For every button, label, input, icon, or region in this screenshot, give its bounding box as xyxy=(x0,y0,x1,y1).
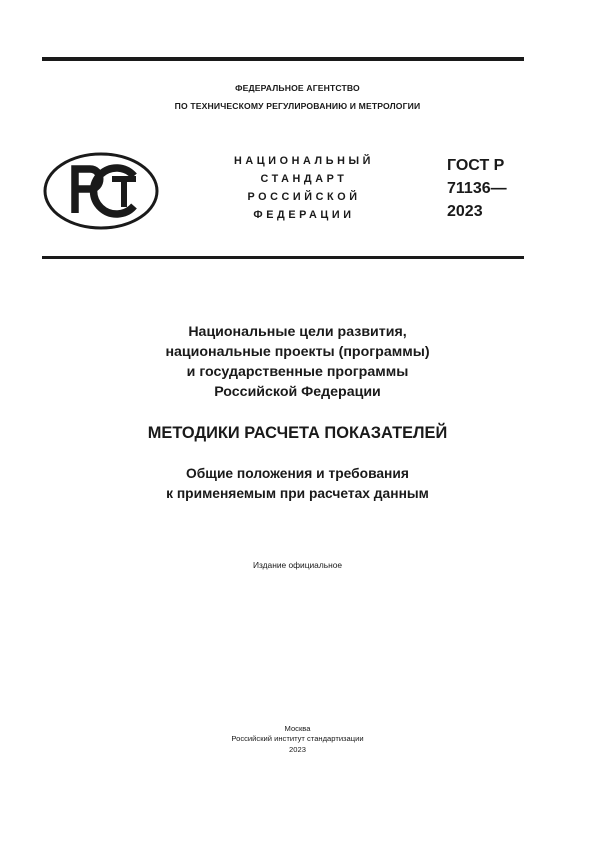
document-heading: МЕТОДИКИ РАСЧЕТА ПОКАЗАТЕЛЕЙ xyxy=(147,424,448,442)
standard-label-line-2: СТАНДАРТ xyxy=(260,173,348,185)
designation-line-3: 2023 xyxy=(447,203,483,220)
footer-publisher: Российский институт стандартизации xyxy=(231,734,364,743)
footer-year: 2023 xyxy=(289,745,306,754)
middle-rule xyxy=(42,256,524,259)
standard-label-line-1: НАЦИОНАЛЬНЫЙ xyxy=(233,155,375,167)
footer-city: Москва xyxy=(284,724,311,733)
title-line-4: Российской Федерации xyxy=(214,384,381,400)
title-line-2: национальные проекты (программы) xyxy=(165,344,430,360)
standard-label-line-3: РОССИЙСКОЙ xyxy=(247,191,361,203)
subtitle-line-1: Общие положения и требования xyxy=(186,466,409,481)
rst-gost-logo-icon xyxy=(42,151,160,231)
title-line-1: Национальные цели развития, xyxy=(188,324,407,340)
designation-line-1: ГОСТ Р xyxy=(447,157,505,174)
title-line-3: и государственные программы xyxy=(186,364,409,380)
agency-name-line-1: ФЕДЕРАЛЬНОЕ АГЕНТСТВО xyxy=(235,83,360,93)
subtitle-line-2: к применяемым при расчетах данным xyxy=(166,486,429,501)
top-rule xyxy=(42,57,524,61)
designation-line-2: 71136— xyxy=(447,180,507,197)
standard-label-line-4: ФЕДЕРАЦИИ xyxy=(253,209,355,221)
agency-name-line-2: ПО ТЕХНИЧЕСКОМУ РЕГУЛИРОВАНИЮ И МЕТРОЛОГИИ xyxy=(174,101,421,111)
edition-note: Издание официальное xyxy=(252,560,343,570)
